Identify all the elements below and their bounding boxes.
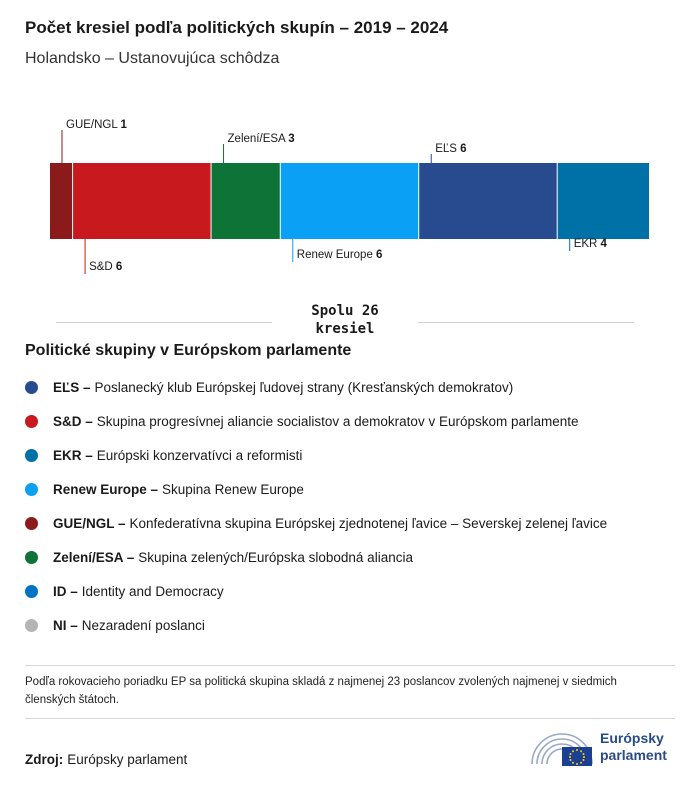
segment-label-5: EKR 4 <box>573 238 607 250</box>
legend-item <box>25 574 607 608</box>
legend-abbr: ID – <box>53 583 78 599</box>
legend-dot-icon <box>25 483 38 496</box>
bar-segment-1 <box>73 163 210 239</box>
bar-segment-3 <box>281 163 418 239</box>
total-seats-label <box>272 302 418 338</box>
legend-abbr: EKR – <box>53 447 93 463</box>
legend-item <box>25 608 607 642</box>
bar-segment-4 <box>419 163 556 239</box>
legend-item <box>25 438 607 472</box>
legend-name: Skupina Renew Europe <box>162 481 304 497</box>
note-divider-top <box>25 665 675 666</box>
legend-abbr: S&D – <box>53 413 93 429</box>
total-seats-line-1: Spolu 26 <box>311 303 379 319</box>
legend-abbr: GUE/NGL – <box>53 515 126 531</box>
chart-title: Počet kresiel podľa politických skupín – 2019 – 2024 <box>25 18 449 37</box>
legend <box>25 370 607 642</box>
legend-name: Nezaradení poslanci <box>81 617 205 633</box>
logo-text <box>600 730 667 764</box>
legend-name: Poslanecký klub Európskej ľudovej strany (Kresťanských demokratov) <box>94 379 514 395</box>
note-divider-bottom <box>25 718 675 719</box>
european-parliament-logo <box>528 728 678 768</box>
legend-abbr: Zelení/ESA – <box>53 549 135 565</box>
legend-item <box>25 404 607 438</box>
legend-item <box>25 370 607 404</box>
legend-name: Európski konzervatívci a reformisti <box>96 447 303 463</box>
total-rule-left <box>56 322 272 323</box>
segment-label-2: Zelení/ESA 3 <box>227 133 295 145</box>
bar-segment-0 <box>50 163 72 239</box>
logo-line-1: Európsky <box>600 730 664 746</box>
footnote: Podľa rokovacieho poriadku EP sa politická skupina skladá z najmenej 23 poslancov zvolených najmenej v siedmich členských štátoch. <box>25 676 617 706</box>
legend-item <box>25 472 607 506</box>
legend-title: Politické skupiny v Európskom parlamente <box>25 342 352 359</box>
segment-label-4: EĽS 6 <box>435 143 467 155</box>
legend-abbr: EĽS – <box>53 379 91 395</box>
logo-line-2: parlament <box>600 747 667 763</box>
total-rule-right <box>418 322 634 323</box>
legend-abbr: Renew Europe – <box>53 481 159 497</box>
legend-dot-icon <box>25 415 38 428</box>
legend-abbr: NI – <box>53 617 78 633</box>
segment-label-0: GUE/NGL 1 <box>66 119 127 131</box>
legend-dot-icon <box>25 619 38 632</box>
legend-name: Skupina zelených/Európska slobodná aliancia <box>138 549 413 565</box>
legend-name: Skupina progresívnej aliancie socialistov a demokratov v Európskom parlamente <box>96 413 579 429</box>
segment-label-1: S&D 6 <box>89 261 123 273</box>
source-label: Zdroj: <box>25 752 64 767</box>
source-value: Európsky parlament <box>67 752 188 767</box>
legend-dot-icon <box>25 585 38 598</box>
stacked-bar-chart <box>0 110 700 290</box>
source-line <box>25 752 187 767</box>
total-seats-line-2: kresiel <box>315 321 375 337</box>
legend-dot-icon <box>25 381 38 394</box>
bar-segment-5 <box>558 163 649 239</box>
legend-item <box>25 506 607 540</box>
chart-subtitle: Holandsko – Ustanovujúca schôdza <box>25 50 280 67</box>
legend-dot-icon <box>25 551 38 564</box>
segment-label-3: Renew Europe 6 <box>296 249 383 261</box>
legend-dot-icon <box>25 517 38 530</box>
hemicycle-icon <box>528 730 596 766</box>
legend-dot-icon <box>25 449 38 462</box>
bar-segment-2 <box>212 163 280 239</box>
legend-name: Identity and Democracy <box>81 583 224 599</box>
legend-name: Konfederatívna skupina Európskej zjednotenej ľavice – Severskej zelenej ľavice <box>129 515 608 531</box>
legend-item <box>25 540 607 574</box>
